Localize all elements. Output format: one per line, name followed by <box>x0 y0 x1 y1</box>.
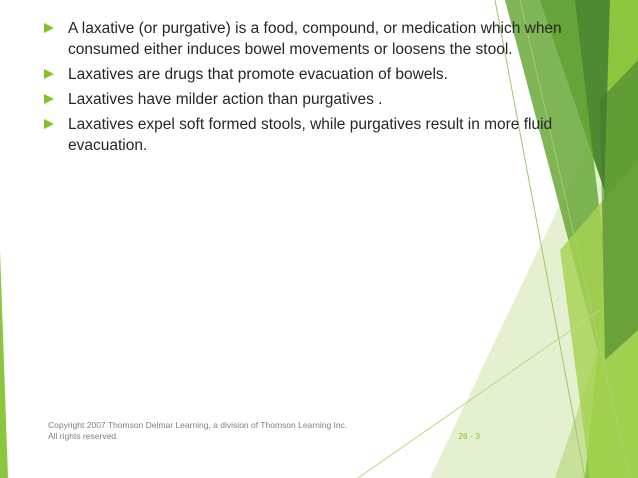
deep-green-facet <box>600 60 638 360</box>
bullet-item <box>44 64 604 85</box>
bullet-item <box>44 18 604 60</box>
triangle-bullet-icon <box>44 69 54 79</box>
slide-number: 26 - 3 <box>458 431 480 441</box>
bullet-item <box>44 89 604 110</box>
copyright-footer: Copyright 2007 Thomson Delmar Learning, a division of Thomson Learning Inc. All rights reserved. <box>48 420 348 441</box>
bullet-text: Laxatives expel soft formed stools, while purgatives result in more fluid evacuation. <box>68 116 553 154</box>
bullet-text: Laxatives are drugs that promote evacuation of bowels. <box>68 66 448 83</box>
bullet-list <box>44 18 604 160</box>
triangle-bullet-icon <box>44 94 54 104</box>
bullet-text: A laxative (or purgative) is a food, compound, or medication which when consumed either induces bowel movements or loosens the stool. <box>68 20 562 58</box>
bullet-text: Laxatives have milder action than purgatives . <box>68 91 383 108</box>
triangle-bullet-icon <box>44 23 54 33</box>
left-edge-sliver <box>0 250 8 478</box>
bullet-item <box>44 114 604 156</box>
triangle-bullet-icon <box>44 119 54 129</box>
